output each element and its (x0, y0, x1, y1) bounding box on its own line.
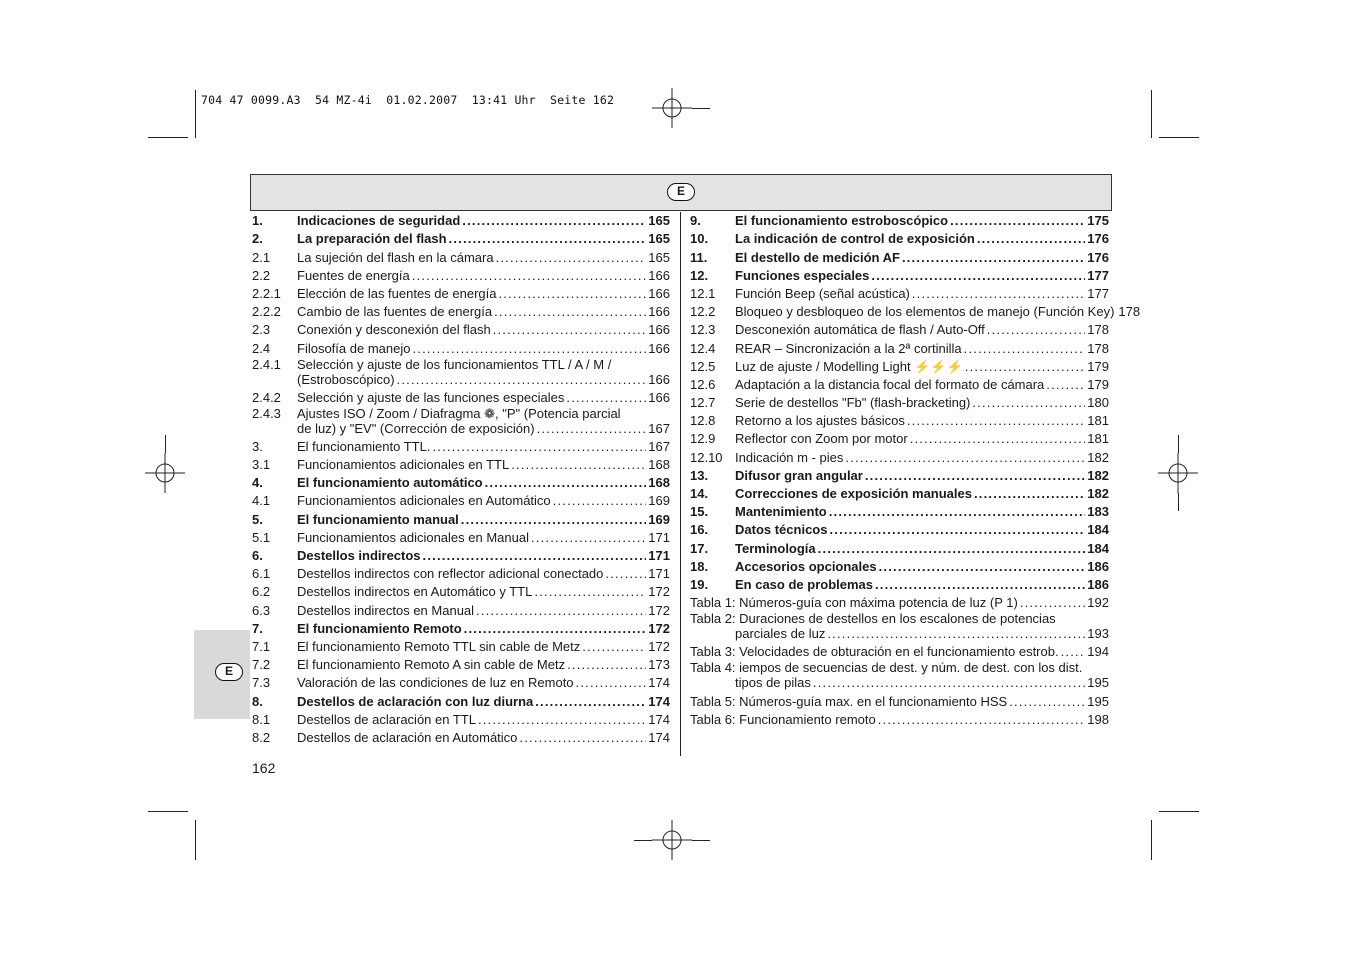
toc-entry-number: 2.2.2 (252, 304, 281, 320)
toc-entry-title: Cambio de las fuentes de energía (297, 304, 493, 320)
toc-entry-title: El funcionamiento estroboscópico (735, 213, 949, 229)
toc-entry-leader (432, 439, 646, 454)
toc-entry[interactable] (690, 356, 1109, 374)
toc-entry-number: 18. (690, 558, 709, 574)
toc-entry-number: 13. (690, 467, 709, 483)
toc-entry-leader (493, 322, 647, 337)
toc-entry-page: 169 (648, 511, 670, 527)
toc-entry-number: 2.2.1 (252, 285, 281, 301)
toc-entry-number: 2.1 (252, 249, 271, 265)
toc-entry-number: 5. (252, 511, 263, 527)
toc-entry-page: 168 (648, 457, 670, 473)
toc-entry-title: Tabla 2: Duraciones de destellos en los escalones de potencias (690, 611, 1056, 627)
toc-entry-number: 12.2 (690, 304, 716, 320)
toc-entry[interactable] (252, 246, 670, 264)
toc-entry[interactable] (690, 374, 1109, 392)
toc-entry-number: 16. (690, 522, 709, 538)
toc-entry-number: 7. (252, 620, 263, 636)
toc-entry-page: 176 (1087, 231, 1109, 247)
toc-entry[interactable] (252, 709, 670, 727)
toc-entry-number: 1. (252, 213, 263, 229)
toc-entry-number: 12.1 (690, 285, 716, 301)
toc-entry-number: 3. (252, 438, 263, 454)
toc-entry-leader (871, 268, 1085, 283)
toc-entry-leader (464, 621, 647, 636)
toc-entry-page: 198 (1087, 711, 1109, 727)
toc-entry-page: 192 (1087, 595, 1109, 611)
toc-entry-leader (496, 250, 647, 265)
toc-entry-title: En caso de problemas (735, 576, 873, 592)
toc-entry-page: 179 (1087, 376, 1109, 392)
toc-entry-title: Tabla 6: Funcionamiento remoto (690, 711, 876, 727)
toc-entry-leader (907, 413, 1085, 428)
toc-entry-leader (878, 712, 1086, 727)
toc-entry-number: 7.3 (252, 675, 271, 691)
toc-entry[interactable] (690, 483, 1109, 501)
toc-right-column (690, 210, 1141, 727)
toc-entry-leader (423, 548, 647, 563)
toc-entry-number: 12.5 (690, 358, 716, 374)
toc-entry-title: Indicación m - pies (735, 449, 844, 465)
toc-entry[interactable] (252, 454, 670, 472)
toc-entry[interactable] (690, 501, 1109, 519)
toc-entry-title-continued: parciales de luz (735, 626, 826, 642)
toc-entry-title: Funcionamientos adicionales en Automático (297, 493, 551, 509)
toc-entry-leader (535, 694, 646, 709)
page-number: 162 (252, 760, 276, 776)
toc-entry-page: 186 (1087, 558, 1109, 574)
toc-entry-title: Filosofía de manejo (297, 340, 411, 356)
toc-entry-number: 12.3 (690, 322, 716, 338)
toc-entry-leader (977, 231, 1085, 246)
toc-entry-number: 6.2 (252, 584, 271, 600)
toc-entry[interactable] (252, 581, 670, 599)
toc-entry-leader (1020, 595, 1085, 610)
toc-entry-page: 180 (1087, 395, 1109, 411)
language-badge: E (667, 183, 695, 201)
side-language-badge: E (215, 663, 243, 681)
toc-entry-leader (519, 730, 646, 745)
toc-entry-page: 172 (648, 602, 670, 618)
toc-entry-page: 166 (648, 267, 670, 283)
crop-mark (1159, 137, 1199, 138)
toc-entry[interactable] (252, 319, 670, 337)
crop-mark (165, 435, 166, 453)
registration-mark-icon (652, 88, 692, 128)
crop-mark (1151, 820, 1152, 860)
toc-entry-page: 166 (648, 340, 670, 356)
toc-entry-page: 166 (648, 304, 670, 320)
toc-entry[interactable] (690, 446, 1109, 464)
toc-entry-page: 171 (648, 566, 670, 582)
toc-entry-leader (461, 512, 647, 527)
toc-entry-page: 175 (1087, 213, 1109, 229)
toc-entry-number: 15. (690, 504, 709, 520)
toc-entry[interactable] (252, 301, 670, 319)
toc-entry[interactable] (690, 337, 1109, 355)
toc-entry-title: Indicaciones de seguridad (297, 213, 461, 229)
toc-entry-title: El funcionamiento Remoto TTL sin cable de Metz (297, 638, 581, 654)
toc-entry-title: Tabla 1: Números-guía con máxima potencia de luz (P 1) (690, 595, 1018, 611)
toc-entry-leader (964, 341, 1086, 356)
toc-entry-number: 7.2 (252, 657, 271, 673)
toc-entry[interactable] (690, 709, 1109, 727)
toc-entry-leader (813, 675, 1085, 690)
toc-entry-page: 193 (1087, 626, 1109, 642)
side-language-tab (194, 630, 250, 719)
toc-entry-number: 8.2 (252, 729, 271, 745)
toc-entry-page: 184 (1087, 540, 1109, 556)
toc-entry-page: 179 (1087, 358, 1109, 374)
toc-entry-page: 176 (1087, 249, 1109, 265)
print-header: 704 47 0099.A3 54 MZ-4i 01.02.2007 13:41 Uhr Seite 162 (201, 93, 615, 107)
toc-entry-page: 167 (648, 438, 670, 454)
toc-entry-page: 194 (1087, 644, 1109, 660)
toc-entry-title: Selección y ajuste de las funciones especiales (297, 389, 565, 405)
toc-entry-title: Funciones especiales (735, 267, 870, 283)
toc-entry-page: 174 (648, 729, 670, 745)
toc-entry[interactable] (690, 246, 1109, 264)
toc-entry[interactable] (252, 654, 670, 672)
toc-entry-leader (537, 421, 647, 436)
toc-entry-title: Desconexión automática de flash / Auto-Off (735, 322, 985, 338)
toc-entry-number: 6.3 (252, 602, 271, 618)
toc-entry-title: Ajustes ISO / Zoom / Diafragma ❁, "P" (Potencia parcial (297, 405, 621, 421)
toc-entry-leader (974, 486, 1085, 501)
toc-entry[interactable] (690, 659, 1109, 690)
toc-entry-title: Conexión y desconexión del flash (297, 322, 491, 338)
toc-entry-number: 2.4.2 (252, 389, 281, 405)
toc-entry-page: 174 (648, 675, 670, 691)
toc-entry-page: 165 (648, 213, 670, 229)
toc-entry[interactable] (690, 690, 1109, 708)
toc-entry-page: 178 (1087, 322, 1109, 338)
toc-entry[interactable] (690, 319, 1109, 337)
toc-entry-number: 12.4 (690, 340, 716, 356)
toc-entry[interactable] (252, 228, 670, 246)
toc-entry-number: 6. (252, 548, 263, 563)
toc-left-column (252, 210, 670, 745)
toc-entry-leader (879, 559, 1086, 574)
toc-entry-leader (498, 286, 646, 301)
toc-entry-page: 171 (648, 529, 670, 545)
toc-entry-leader (462, 213, 646, 228)
toc-entry-leader (987, 322, 1086, 337)
toc-entry[interactable] (252, 545, 670, 563)
toc-entry-leader (494, 304, 646, 319)
toc-entry[interactable] (252, 636, 670, 654)
toc-entry[interactable] (252, 672, 670, 690)
toc-entry-title: Fuentes de energía (297, 267, 410, 283)
toc-entry[interactable] (252, 690, 670, 708)
crop-mark (1178, 435, 1179, 453)
toc-entry[interactable] (690, 265, 1109, 283)
toc-entry-title: Tabla 5: Números-guía max. en el funcionamiento HSS (690, 693, 1008, 709)
toc-entry-page: 195 (1087, 693, 1109, 709)
toc-entry-page: 167 (648, 420, 670, 436)
toc-entry-number: 8.1 (252, 711, 271, 727)
crop-mark (692, 840, 710, 841)
registration-mark-icon (652, 820, 692, 860)
crop-mark (634, 840, 652, 841)
toc-entry[interactable] (690, 301, 1141, 320)
toc-entry[interactable] (690, 228, 1109, 246)
toc-entry-page: 182 (1087, 486, 1109, 501)
toc-entry[interactable] (690, 610, 1109, 641)
toc-entry-leader (412, 341, 646, 356)
toc-entry[interactable] (252, 356, 670, 387)
toc-entry-leader (534, 584, 646, 599)
toc-entry-leader (576, 675, 647, 690)
toc-entry-page: 183 (1087, 504, 1109, 520)
toc-entry-number: 2.3 (252, 322, 271, 338)
toc-entry[interactable] (252, 265, 670, 283)
toc-entry-page: 182 (1087, 467, 1109, 483)
toc-entry-title: Terminología (735, 540, 816, 556)
toc-entry-title: Destellos indirectos (297, 548, 421, 563)
toc-entry-number: 12.9 (690, 431, 716, 447)
toc-entry[interactable] (690, 537, 1109, 555)
toc-entry-number: 6.1 (252, 566, 271, 582)
toc-entry[interactable] (690, 641, 1109, 659)
toc-entry-title: Destellos indirectos en Manual (297, 602, 475, 618)
crop-mark (692, 108, 710, 109)
toc-entry[interactable] (690, 283, 1109, 301)
toc-entry-leader (829, 504, 1086, 519)
toc-entry[interactable] (690, 428, 1109, 446)
toc-entry-leader (605, 566, 646, 581)
toc-entry-number: 2. (252, 231, 263, 247)
toc-entry-page: 174 (648, 711, 670, 727)
toc-entry-page: 166 (648, 322, 670, 338)
toc-entry-leader (567, 657, 646, 672)
toc-entry-number: 4. (252, 475, 263, 491)
toc-entry-page: 172 (648, 620, 670, 636)
toc-entry-title: El funcionamiento Remoto (297, 620, 462, 636)
toc-entry-page: 168 (648, 475, 670, 491)
toc-entry-number: 12.10 (690, 449, 723, 465)
toc-entry-page: 169 (648, 493, 670, 509)
toc-entry-title: La sujeción del flash en la cámara (297, 249, 494, 265)
toc-entry[interactable] (252, 618, 670, 636)
toc-entry-page: 181 (1087, 413, 1109, 429)
toc-entry-leader (1061, 644, 1086, 659)
toc-entry-title-continued: de luz) y "EV" (Corrección de exposición) (297, 420, 535, 436)
toc-entry-title: Bloqueo y desbloqueo de los elementos de manejo (Función Key) (735, 304, 1115, 320)
toc-entry-page: 186 (1087, 576, 1109, 592)
toc-entry-number: 12.6 (690, 376, 716, 392)
toc-entry-number: 3.1 (252, 457, 271, 473)
toc-entry-page: 195 (1087, 675, 1109, 691)
toc-entry-page: 166 (648, 371, 670, 387)
toc-entry-number: 12.7 (690, 395, 716, 411)
toc-entry-title: El destello de medición AF (735, 249, 900, 265)
toc-entry-number: 14. (690, 486, 709, 501)
crop-mark (148, 137, 188, 138)
toc-entry-title: Difusor gran angular (735, 467, 863, 483)
toc-entry-number: 9. (690, 213, 701, 229)
toc-entry-number: 2.2 (252, 267, 271, 283)
toc-entry-page: 182 (1087, 449, 1109, 465)
toc-entry-title: El funcionamiento TTL. (297, 438, 431, 454)
registration-mark-icon (145, 453, 185, 493)
toc-entry-number: 12. (690, 267, 709, 283)
toc-entry[interactable] (252, 405, 670, 436)
toc-entry-title: Datos técnicos (735, 522, 828, 538)
toc-entry-page: 172 (648, 638, 670, 654)
toc-entry-title: El funcionamiento Remoto A sin cable de Metz (297, 657, 566, 673)
toc-entry-page: 174 (648, 693, 670, 709)
toc-entry-title: Función Beep (señal acústica) (735, 285, 910, 301)
toc-entry-leader (827, 626, 1085, 641)
toc-entry-page: 181 (1087, 431, 1109, 447)
toc-entry-leader (845, 450, 1085, 465)
toc-entry-title-continued: (Estroboscópico) (297, 371, 395, 387)
toc-entry-page: 172 (648, 584, 670, 600)
toc-entry-title: Funcionamientos adicionales en Manual (297, 529, 529, 545)
toc-entry-leader (912, 286, 1085, 301)
toc-entry-title: Valoración de las condiciones de luz en Remoto (297, 675, 574, 691)
toc-entry-leader (972, 395, 1085, 410)
toc-entry-leader (875, 577, 1085, 592)
toc-entry-page: 178 (1118, 304, 1141, 320)
toc-entry-leader (566, 390, 646, 405)
toc-entry-leader (902, 250, 1085, 265)
toc-entry-page: 178 (1087, 340, 1109, 356)
toc-entry[interactable] (252, 472, 670, 490)
toc-entry-title: Destellos de aclaración en TTL (297, 711, 476, 727)
crop-mark (195, 90, 196, 138)
toc-entry[interactable] (252, 210, 670, 228)
toc-entry-title: Retorno a los ajustes básicos (735, 413, 905, 429)
toc-entry-leader (818, 541, 1086, 556)
toc-entry-leader (553, 493, 647, 508)
toc-entry-number: 7.1 (252, 638, 271, 654)
toc-entry-title-continued: tipos de pilas (735, 675, 811, 691)
toc-entry[interactable] (690, 556, 1109, 574)
toc-entry-number: 2.4.3 (252, 405, 281, 421)
toc-entry-title: REAR – Sincronización a la 2ª cortinilla (735, 340, 962, 356)
toc-entry-leader (865, 468, 1085, 483)
toc-entry-leader (965, 359, 1086, 374)
toc-entry-leader (1046, 377, 1085, 392)
toc-entry-title: Destellos de aclaración con luz diurna (297, 693, 534, 709)
toc-entry-title: El funcionamiento manual (297, 511, 459, 527)
toc-entry[interactable] (252, 490, 670, 508)
crop-mark (1178, 493, 1179, 511)
toc-entry-number: 8. (252, 693, 263, 709)
toc-entry-number: 10. (690, 231, 709, 247)
toc-entry-number: 5.1 (252, 529, 271, 545)
toc-entry-title: Destellos de aclaración en Automático (297, 729, 518, 745)
toc-entry-page: 166 (648, 285, 670, 301)
toc-entry[interactable] (252, 527, 670, 545)
toc-entry[interactable] (252, 599, 670, 617)
toc-entry-leader (910, 431, 1086, 446)
toc-entry-title: Luz de ajuste / Modelling Light ⚡⚡⚡ (735, 358, 963, 374)
toc-entry-title: Tabla 3: Velocidades de obturación en el funcionamiento estrob. (690, 644, 1059, 660)
toc-entry-page: 166 (648, 389, 670, 405)
toc-entry-title: Serie de destellos "Fb" (flash-bracketing) (735, 395, 971, 411)
crop-mark (148, 811, 188, 812)
toc-entry-leader (485, 475, 647, 490)
toc-entry-leader (412, 268, 647, 283)
toc-entry-title: Reflector con Zoom por motor (735, 431, 908, 447)
toc-entry-leader (476, 603, 646, 618)
toc-entry-title: Selección y ajuste de los funcionamientos TTL / A / M / (297, 356, 612, 372)
toc-entry-number: 17. (690, 540, 709, 556)
registration-mark-icon (1158, 453, 1198, 493)
toc-entry-title: Funcionamientos adicionales en TTL (297, 457, 510, 473)
toc-entry-number: 12.8 (690, 413, 716, 429)
toc-entry[interactable] (252, 727, 670, 745)
toc-entry[interactable] (252, 337, 670, 355)
toc-entry-title: Tabla 4: iempos de secuencias de dest. y núm. de dest. con los dist. (690, 660, 1083, 676)
toc-entry-page: 177 (1087, 285, 1109, 301)
toc-entry-leader (1009, 694, 1085, 709)
toc-entry-leader (478, 712, 646, 727)
toc-entry-number: 2.4 (252, 340, 271, 356)
crop-mark (1159, 811, 1199, 812)
toc-entry-title: Destellos indirectos con reflector adicional conectado (297, 566, 604, 582)
toc-entry-title: La preparación del flash (297, 231, 447, 247)
toc-entry-title: El funcionamiento automático (297, 475, 483, 491)
toc-entry[interactable] (690, 410, 1109, 428)
toc-entry[interactable] (690, 592, 1109, 610)
toc-entry-number: 2.4.1 (252, 356, 281, 372)
toc-entry-title: Mantenimiento (735, 504, 827, 520)
toc-entry-title: Correcciones de exposición manuales (735, 486, 972, 501)
toc-entry[interactable] (252, 283, 670, 301)
toc-entry-leader (950, 213, 1085, 228)
toc-entry[interactable] (690, 519, 1109, 537)
toc-entry-title: Adaptación a la distancia focal del formato de cámara (735, 376, 1045, 392)
toc-entry[interactable] (252, 563, 670, 581)
toc-entry[interactable] (252, 508, 670, 526)
toc-entry-number: 4.1 (252, 493, 271, 509)
toc-entry[interactable] (690, 392, 1109, 410)
toc-entry[interactable] (690, 465, 1109, 483)
toc-entry-number: 19. (690, 576, 709, 592)
toc-entry[interactable] (690, 574, 1109, 592)
toc-entry-title: La indicación de control de exposición (735, 231, 975, 247)
toc-entry-leader (582, 639, 646, 654)
toc-entry[interactable] (252, 436, 670, 454)
toc-entry-leader (449, 231, 647, 246)
toc-entry-number: 11. (690, 249, 708, 265)
crop-mark (1151, 90, 1152, 138)
toc-entry-leader (397, 372, 647, 387)
toc-entry-leader (531, 530, 646, 545)
crop-mark (195, 820, 196, 860)
column-divider (680, 212, 681, 756)
toc-header-band (250, 174, 1112, 211)
toc-entry-leader (829, 522, 1085, 537)
toc-entry-page: 171 (648, 548, 670, 563)
toc-entry[interactable] (690, 210, 1109, 228)
toc-entry-page: 165 (648, 249, 670, 265)
toc-entry-title: Destellos indirectos en Automático y TTL (297, 584, 533, 600)
toc-entry-page: 177 (1087, 267, 1109, 283)
toc-entry-leader (511, 457, 646, 472)
toc-entry-title: Elección de las fuentes de energía (297, 285, 497, 301)
toc-entry[interactable] (252, 387, 670, 405)
toc-entry-page: 173 (648, 657, 670, 673)
toc-entry-page: 184 (1087, 522, 1109, 538)
toc-entry-page: 165 (648, 231, 670, 247)
toc-entry-title: Accesorios opcionales (735, 558, 877, 574)
